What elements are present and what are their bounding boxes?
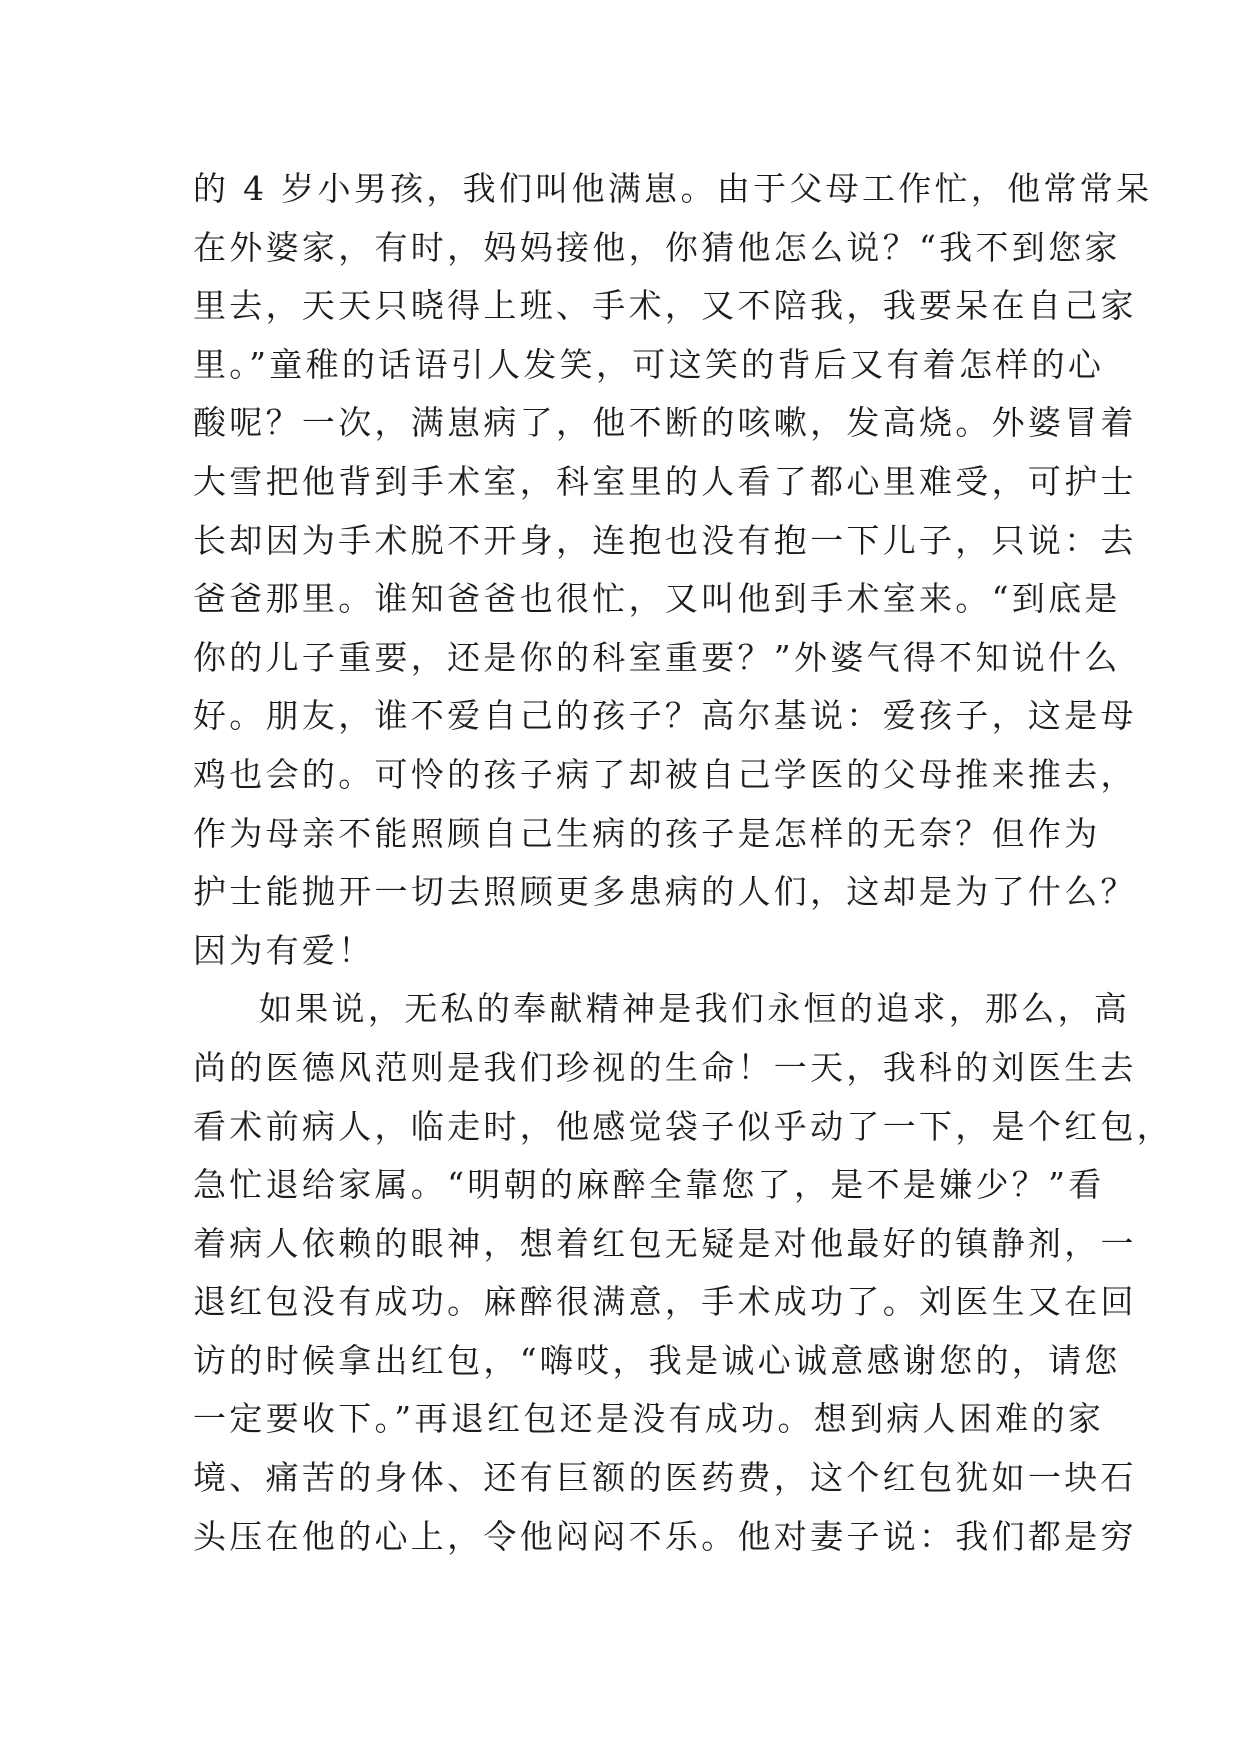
text-line: 退红包没有成功。麻醉很满意，手术成功了。刘医生又在回 [193, 1282, 1137, 1322]
text-line: 大雪把他背到手术室，科室里的人看了都心里难受，可护士 [193, 461, 1137, 501]
text-line: 在外婆家，有时，妈妈接他，你猜他怎么说？“我不到您家 [193, 227, 1121, 267]
text-line: 一定要收下。”再退红包还是没有成功。想到病人困难的家 [193, 1399, 1105, 1439]
text-line: 酸呢？一次，满崽病了，他不断的咳嗽，发高烧。外婆冒着 [193, 403, 1137, 443]
body-text [193, 160, 1174, 1566]
text-line: 作为母亲不能照顾自己生病的孩子是怎样的无奈？但作为 [193, 813, 1101, 853]
text-line: 鸡也会的。可怜的孩子病了却被自己学医的父母推来推去， [193, 754, 1137, 794]
text-line: 长却因为手术脱不开身，连抱也没有抱一下儿子，只说：去 [193, 520, 1137, 560]
text-line: 因为有爱！ [193, 930, 375, 970]
text-line: 访的时候拿出红包，“嗨哎，我是诚心诚意感谢您的，请您 [193, 1340, 1121, 1380]
text-line: 的 4 岁小男孩，我们叫他满崽。由于父母工作忙，他常常呆 [193, 169, 1153, 208]
text-line: 尚的医德风范则是我们珍视的生命！一天，我科的刘医生去 [193, 1047, 1137, 1087]
paragraph-first-line: 如果说，无私的奉献精神是我们永恒的追求，那么，高 [259, 989, 1131, 1029]
text-line: 好。朋友，谁不爱自己的孩子？高尔基说：爱孩子，这是母 [193, 696, 1137, 736]
text-line: 里。”童稚的话语引人发笑，可这笑的背后又有着怎样的心 [193, 344, 1105, 384]
text-line: 头压在他的心上，令他闷闷不乐。他对妻子说：我们都是穷 [193, 1516, 1137, 1556]
text-line: 境、痛苦的身体、还有巨额的医药费，这个红包犹如一块石 [193, 1458, 1137, 1498]
text-line: 看术前病人，临走时，他感觉袋子似乎动了一下，是个红包， [193, 1106, 1174, 1146]
text-line: 护士能抛开一切去照顾更多患病的人们，这却是为了什么？ [193, 872, 1137, 912]
text-line: 爸爸那里。谁知爸爸也很忙，又叫他到手术室来。“到底是 [193, 579, 1121, 619]
text-line: 里去，天天只晓得上班、手术，又不陪我，我要呆在自己家 [193, 286, 1137, 326]
text-line: 你的儿子重要，还是你的科室重要？”外婆气得不知说什么 [193, 637, 1121, 677]
text-line: 急忙退给家属。“明朝的麻醉全靠您了，是不是嫌少？”看 [193, 1165, 1105, 1205]
text-line: 着病人依赖的眼神，想着红包无疑是对他最好的镇静剂，一 [193, 1223, 1137, 1263]
